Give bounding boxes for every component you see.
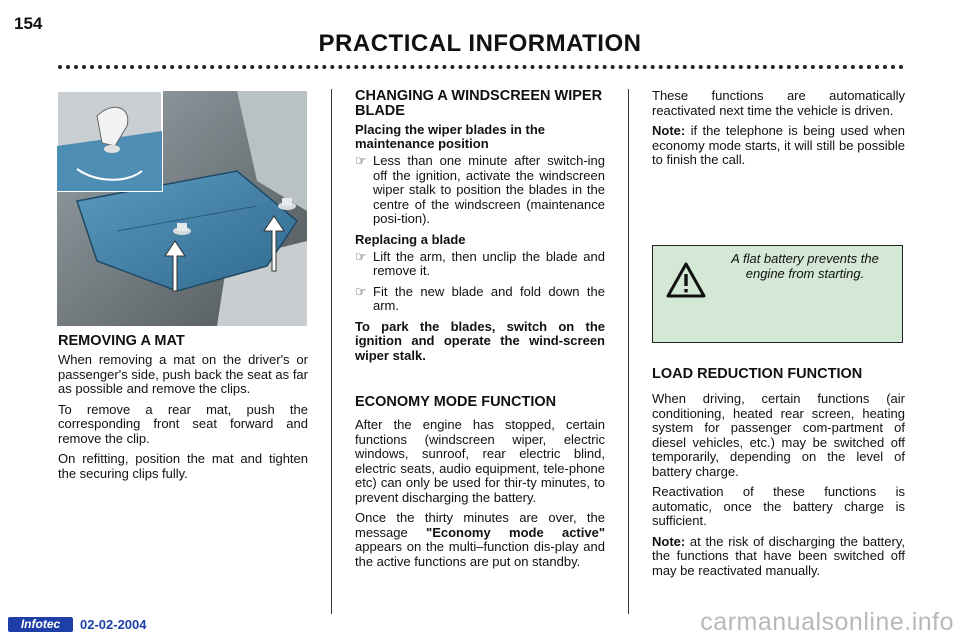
pointing-hand-icon: ☞ [355, 283, 367, 299]
removing-mat-paragraph: On refitting, position the mat and tighten the securing clips fully. [58, 451, 308, 481]
park-blades-instruction: To park the blades, switch on the ignition and operate the wind-screen wiper stalk. [355, 318, 605, 363]
pointing-hand-icon: ☞ [355, 248, 367, 264]
wiper-step [355, 285, 605, 314]
column-load-reduction [652, 367, 905, 584]
warning-text: A flat battery prevents the engine from starting. [731, 251, 879, 281]
warning-triangle-icon [666, 262, 706, 298]
infotec-logo: Infotec [8, 617, 73, 632]
economy-note: Note: if the telephone is being used when economy mode starts, it will still be possible to finish the call. [652, 123, 905, 167]
title-dotted-rule [58, 65, 904, 69]
load-paragraph: When driving, certain functions (air conditioning, heated rear screen, heating system for passenger com-partment of diesel vehicles, etc.) may be switched off temporarily, depending on the level of battery charge. [652, 391, 905, 479]
removing-mat-paragraph: To remove a rear mat, push the corresponding front seat forward and remove the clip. [58, 401, 308, 446]
load-note: Note: at the risk of discharging the battery, the functions that have been switched off may be reactivated manually. [652, 533, 905, 578]
economy-message: "Economy mode active" [426, 524, 605, 540]
page-number: 154 [14, 14, 43, 33]
replacing-blade-subheading: Replacing a blade [355, 231, 466, 247]
column-economy-cont [652, 89, 905, 174]
load-paragraph: Reactivation of these functions is automatic, once the battery charge is sufficient. [652, 484, 905, 528]
economy-heading: ECONOMY MODE FUNCTION [355, 394, 557, 410]
removing-mat-paragraph: When removing a mat on the driver's or passenger's side, push back the seat as far as possible and remove the clips. [58, 352, 308, 396]
wiper-step-text: Fit the new blade and fold down the arm. [373, 283, 605, 313]
wiper-step-text: Less than one minute after switch-ing off the ignition, activate the windscreen wiper stalk to position the blades in the centre of the windscreen (maintenance posi-tion). [373, 153, 605, 226]
removing-mat-heading: REMOVING A MAT [58, 333, 185, 349]
page-title: PRACTICAL INFORMATION [318, 30, 642, 57]
wiper-step-text: Lift the arm, then unclip the blade and remove it. [373, 248, 605, 278]
wiper-step [355, 250, 605, 279]
economy-paragraph: After the engine has stopped, certain functions (windscreen wiper, electric windows, sunroof, rear electric blind, electric seats, audio equipment, tele-phone etc) can only be used for thir-ty minutes, to prevent discharging the battery. [355, 417, 605, 505]
wiper-heading: CHANGING A WINDSCREEN WIPER BLADE [355, 88, 603, 119]
load-heading: LOAD REDUCTION FUNCTION [652, 366, 863, 382]
warning-box [652, 245, 903, 343]
mat-removal-illustration [57, 91, 307, 326]
column-divider [331, 89, 332, 614]
column-wiper-economy [355, 89, 605, 575]
pointing-hand-icon: ☞ [355, 153, 367, 168]
watermark: carmanualsonline.info [700, 608, 954, 636]
economy-paragraph: Once the thirty minutes are over, the message "Economy mode active" appears on the multi–function dis-play and the active functions are put on standby. [355, 510, 605, 569]
wiper-maintenance-subheading: Placing the wiper blades in the maintenance position [355, 122, 545, 151]
column-divider [628, 89, 629, 614]
footer-date: 02-02-2004 [80, 617, 147, 632]
economy-paragraph: These functions are automatically reactivated next time the vehicle is driven. [652, 88, 905, 118]
wiper-step [355, 154, 605, 227]
column-removing-mat [58, 334, 308, 487]
